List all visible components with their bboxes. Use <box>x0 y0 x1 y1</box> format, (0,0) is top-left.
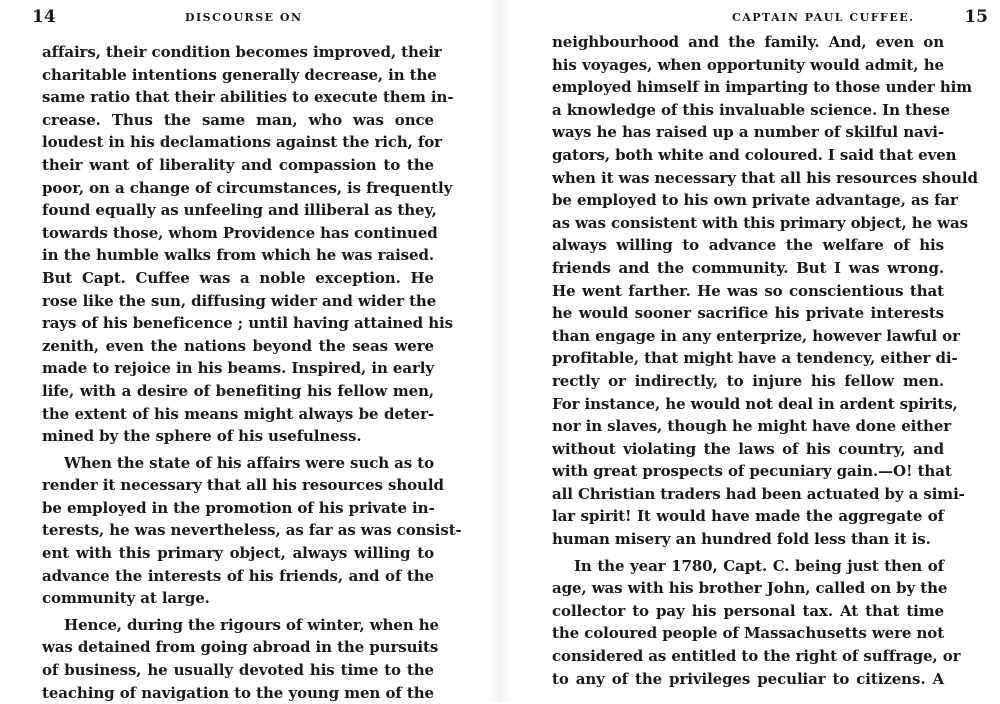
text-line: loudest in his declamations against the rich, for <box>42 133 442 152</box>
text-line: considered as entitled to the right of suffrage, or <box>552 647 961 666</box>
text-line: poor, on a change of circumstances, is frequently <box>42 178 453 197</box>
text-line: be employed to his own private advantage, as far <box>552 191 958 210</box>
text-line: friends and the community. But I was wrong. <box>552 258 944 277</box>
text-line: But Capt. Cuffee was a noble exception. He <box>42 268 434 287</box>
running-head-title-right: CAPTAIN PAUL CUFFEE. <box>732 11 915 24</box>
text-line: than engage in any enterprize, however lawful or <box>552 326 960 345</box>
text-line: employed himself in imparting to those under him <box>552 78 973 97</box>
text-line: ent with this primary object, always willing to <box>42 544 434 563</box>
text-line: rays of his beneficence ; until having attained his <box>42 314 453 333</box>
page-number-right: 15 <box>964 7 988 27</box>
text-line: collector to pay his personal tax. At that time <box>552 601 944 620</box>
text-line: to any of the privileges peculiar to citizens. A <box>552 669 944 688</box>
text-line: all Christian traders had been actuated by a simi- <box>552 484 965 503</box>
text-line: In the year 1780, Capt. C. being just then of <box>574 556 944 575</box>
book-gutter <box>488 0 512 702</box>
text-line: be employed in the promotion of his private in- <box>42 498 435 517</box>
text-line: render it necessary that all his resources should <box>42 476 444 495</box>
text-line: terests, he was nevertheless, as far as was consist- <box>42 521 462 540</box>
text-line: found equally as unfeeling and illiberal as they, <box>42 201 437 220</box>
text-line: mined by the sphere of his usefulness. <box>42 427 362 446</box>
text-line: was detained from going abroad in the pursuits <box>42 638 439 657</box>
text-line: nor in slaves, though he might have done either <box>552 417 952 436</box>
text-line: When the state of his affairs were such as to <box>64 453 434 472</box>
left-page-text <box>42 41 462 704</box>
left-page <box>0 0 480 702</box>
text-line: the extent of his means might always be deter- <box>42 404 434 423</box>
running-head-right <box>552 0 988 34</box>
text-line: with great prospects of pecuniary gain.—O! that <box>552 462 952 481</box>
text-line: towards those, whom Providence has continued <box>42 223 438 242</box>
text-line: made to rejoice in his beams. Inspired, in early <box>42 359 434 378</box>
text-line: rose like the sun, diffusing wider and wider the <box>42 291 437 310</box>
text-line: teaching of navigation to the young men of the <box>42 683 434 702</box>
text-line: profitable, that might have a tendency, either di- <box>552 349 958 368</box>
text-line: age, was with his brother John, called on by the <box>552 579 948 598</box>
text-line: Hence, during the rigours of winter, when he <box>64 615 439 634</box>
text-line: zenith, even the nations beyond the seas were <box>42 336 434 355</box>
text-line: of business, he usually devoted his time to the <box>42 661 434 680</box>
text-line: life, with a desire of benefiting his fellow men, <box>42 381 434 400</box>
text-line: gators, both white and coloured. I said that even <box>552 145 957 164</box>
text-line: their want of liberality and compassion to the <box>42 155 434 174</box>
text-line: he would sooner sacrifice his private interests <box>552 304 944 323</box>
right-page-text <box>552 31 978 690</box>
text-line: ways he has raised up a number of skilful navi- <box>552 123 944 142</box>
text-line: crease. Thus the same man, who was once <box>42 110 434 129</box>
text-line: He went farther. He was so conscientious that <box>552 281 944 300</box>
text-line: advance the interests of his friends, and of the <box>42 566 434 585</box>
text-line: neighbourhood and the family. And, even on <box>552 33 944 51</box>
text-line: affairs, their condition becomes improved, their <box>42 43 442 61</box>
text-line: human misery an hundred fold less than it is. <box>552 530 931 549</box>
text-line: same ratio that their abilities to execute them in- <box>42 88 454 107</box>
page-number-left: 14 <box>32 7 56 27</box>
text-line: as was consistent with this primary object, he was <box>552 213 968 232</box>
text-line: in the humble walks from which he was raised. <box>42 246 434 265</box>
text-line: when it was necessary that all his resources should <box>552 168 978 187</box>
text-line: For instance, he would not deal in ardent spirits, <box>552 394 958 413</box>
running-head-title-left: DISCOURSE ON <box>185 11 303 24</box>
text-line: charitable intentions generally decrease, in the <box>42 65 437 84</box>
running-head-left <box>32 0 438 34</box>
text-line: his voyages, when opportunity would admit, he <box>552 55 944 74</box>
text-line: the coloured people of Massachusetts were not <box>552 624 945 643</box>
text-line: without violating the laws of his country, and <box>552 439 944 458</box>
text-line: rectly or indirectly, to injure his fellow men. <box>552 371 944 390</box>
text-line: lar spirit! It would have made the aggregate of <box>552 507 944 526</box>
text-line: a knowledge of this invaluable science. In these <box>552 100 950 119</box>
text-line: community at large. <box>42 589 210 608</box>
text-line: always willing to advance the welfare of his <box>552 236 944 255</box>
right-page <box>520 0 1000 702</box>
